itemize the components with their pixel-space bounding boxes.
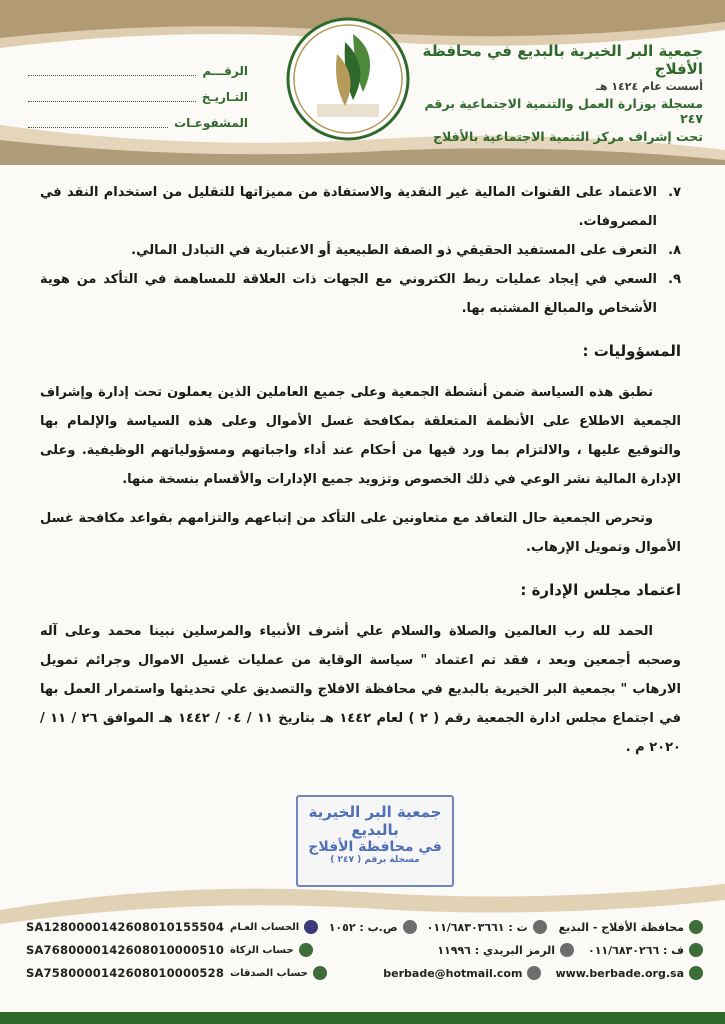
date-label: التـاريـخ bbox=[201, 90, 248, 104]
stamp-line: بالبديع bbox=[351, 821, 399, 839]
approval-heading: اعتماد مجلس الإدارة : bbox=[520, 581, 681, 599]
reference-number-field bbox=[28, 58, 248, 84]
footer-address: محافظة الأفلاج - البديع bbox=[558, 920, 684, 934]
responsibilities-heading: المسؤوليات : bbox=[582, 342, 681, 360]
logo-emblem-icon bbox=[283, 14, 413, 144]
reference-dotted-line bbox=[28, 67, 196, 76]
list-item bbox=[40, 236, 681, 265]
list-item bbox=[40, 178, 681, 236]
footer-pobox: ص.ب : ١٠٥٢ bbox=[328, 920, 398, 934]
location-icon bbox=[689, 920, 703, 934]
association-logo bbox=[283, 14, 413, 144]
phone-icon bbox=[533, 920, 547, 934]
footer-phone: ت : ٠١١/٦٨٣٠٣٦٦١ bbox=[426, 920, 528, 934]
attachments-field bbox=[28, 110, 248, 136]
reference-label: الرقـــم bbox=[202, 64, 248, 78]
zakat-account-iban: SA7680000142608010000510 bbox=[26, 943, 225, 957]
bank-icon bbox=[313, 966, 327, 980]
registration-number: مسجلة بوزارة العمل والتنمية الاجتماعية برقم ٢٤٧ bbox=[424, 96, 703, 126]
general-account-iban: SA1280000142608010155504 bbox=[26, 920, 225, 934]
approval-paragraph: الحمد لله رب العالمين والصلاة والسلام علي أشرف الأنبياء والمرسلين نبينا محمد وعلى آله وصحبه أجمعين وبعد ، فقد تم اعتماد " سياسة الوقاية من عمليات غسيل الاموال وجرائم تمويل الارهاب " بجمعية البر الخيرية بالبديع في محافظة الافلاج والتصديق علي تحديثها واستمرار العمل بها في اجتماع مجلس ادارة الجمعية رقم ( ٢ ) لعام ١٤٤٢ هـ بتاريخ ١١ / ٠٤ / ١٤٤٢ هـ الموافق ٢٦ / ١١ / ٢٠٢٠ م . bbox=[40, 624, 681, 755]
footer-fax: ف : ٠١١/٦٨٣٠٢٦٦ bbox=[588, 943, 684, 957]
globe-icon bbox=[689, 966, 703, 980]
footer-email[interactable]: berbade@hotmail.com bbox=[383, 966, 523, 980]
footer-web-row bbox=[383, 966, 703, 980]
list-item-number: ٨. bbox=[668, 243, 681, 258]
list-item-text: الاعتماد على القنوات المالية غير النقدية والاستفادة من مميزاتها للتقليل من استخدام النقد في المصروفات. bbox=[40, 185, 657, 229]
date-field bbox=[28, 84, 248, 110]
list-item bbox=[40, 265, 681, 323]
footer-postal: الرمز البريدي : ١١٩٩٦ bbox=[437, 943, 555, 957]
founded-year: أسست عام ١٤٢٤ هـ bbox=[596, 80, 703, 93]
email-icon bbox=[527, 966, 541, 980]
general-account-label: الحساب العـام bbox=[230, 921, 300, 933]
stamp-line: جمعية البر الخيرية bbox=[308, 803, 442, 821]
list-item-text: السعي في إيجاد عمليات ربط الكتروني مع الجهات ذات العلاقة للمساهمة في التأكد من هوية الأشخاص والمبالغ المشتبه بها. bbox=[40, 272, 657, 316]
organization-name: جمعية البر الخيرية بالبديع في محافظة الأفلاج bbox=[422, 42, 703, 78]
bank-icon bbox=[299, 943, 313, 957]
stamp-line: في محافظة الأفلاج bbox=[308, 839, 442, 855]
zakat-account-row bbox=[26, 943, 313, 957]
organization-info bbox=[403, 42, 703, 144]
attachments-label: المشفوعـات bbox=[174, 116, 248, 130]
list-item-number: ٩. bbox=[668, 272, 681, 287]
footer-website[interactable]: www.berbade.org.sa bbox=[555, 966, 684, 980]
stamp-registration: مسجلة برقم ( ٢٤٧ ) bbox=[330, 855, 420, 865]
zakat-account-label: حساب الزكاة bbox=[230, 944, 294, 956]
contractors-paragraph: وتحرص الجمعية حال التعاقد مع متعاونين على التأكد من إتباعهم والتزامهم بقواعد مكافحة غسل الأموال وتمويل الإرهاب. bbox=[40, 511, 681, 555]
reference-fields bbox=[28, 58, 248, 136]
supervision-note: تحت إشراف مركز التنمية الاجتماعية بالأفلاج bbox=[432, 129, 703, 144]
sadaqat-account-label: حساب الصدقات bbox=[230, 967, 308, 979]
official-stamp bbox=[296, 795, 454, 887]
list-item-number: ٧. bbox=[668, 185, 681, 200]
footer-address-row bbox=[329, 920, 703, 934]
sadaqat-account-row bbox=[26, 966, 327, 980]
document-body bbox=[40, 178, 681, 772]
fax-icon bbox=[689, 943, 703, 957]
postal-code-icon bbox=[560, 943, 574, 957]
responsibilities-paragraph: تطبق هذه السياسة ضمن أنشطة الجمعية وعلى جميع العاملين الذين يعملون تحت إدارة وإشراف الجمعية الاطلاع على الأنظمة المتعلقة بمكافحة غسل الأموال وعلى هذه السياسة والإلمام بها والتوقيع عليها ، والالتزام بما ورد فيها من أحكام عند أداء واجباتهم ومسؤولياتهم الوظيفية. وعلى الإدارة المالية نشر الوعي في ذلك الخصوص وتزويد جميع الإدارات والأقسام بنسخة منها. bbox=[40, 385, 681, 487]
general-account-row bbox=[26, 920, 318, 934]
mailbox-icon bbox=[403, 920, 417, 934]
date-dotted-line bbox=[28, 93, 196, 102]
letterhead bbox=[0, 0, 725, 165]
letterhead-footer bbox=[0, 880, 725, 1024]
bank-icon bbox=[304, 920, 318, 934]
sadaqat-account-iban: SA7580000142608010000528 bbox=[26, 966, 225, 980]
list-item-text: التعرف على المستفيد الحقيقي ذو الصفة الطبيعية أو الاعتبارية في التبادل المالي. bbox=[131, 243, 657, 258]
attachments-dotted-line bbox=[28, 119, 168, 128]
footer-fax-row bbox=[437, 943, 703, 957]
